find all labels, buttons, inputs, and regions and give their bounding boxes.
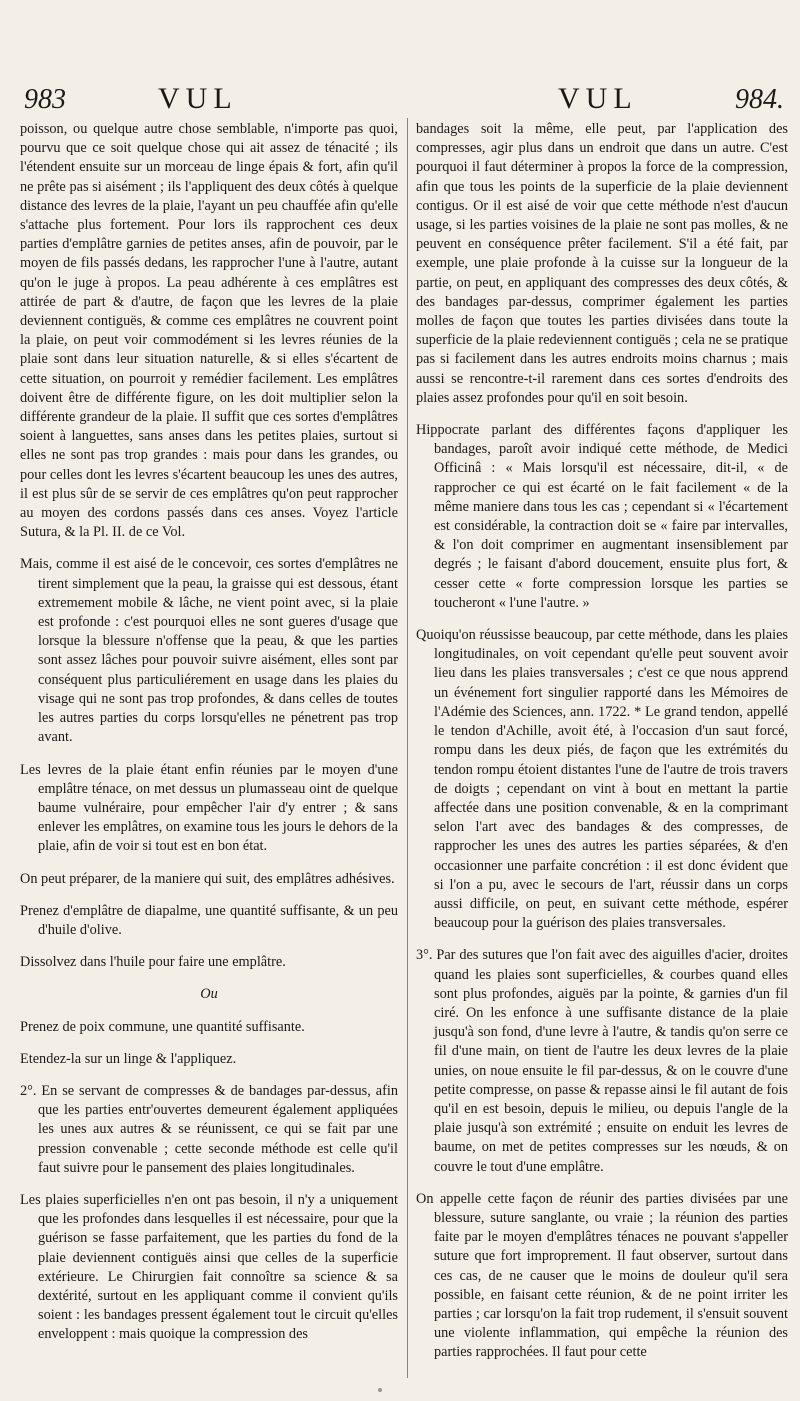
right-running-head: VUL (558, 82, 638, 115)
numbered-paragraph: 2°. En se servant de compresses & de bandages par-dessus, afin que les parties entr'ouvertes demeurent également appliquées les unes aux autres & se réunissent, ce qui se fait par une pression convenable ; cette seconde méthode est celle qu'il faut suivre pour le pansement des plaies longitudinales. (20, 1082, 398, 1176)
left-running-head: VUL (158, 82, 238, 115)
print-mark (378, 1388, 382, 1392)
right-column (416, 120, 788, 1381)
paragraph: Les plaies superficielles n'en ont pas besoin, il n'y a uniquement que les profondes dans lesquelles il est nécessaire, pour que la guérison se fasse parfaitement, que les parties du fond de la plaie deviennent contiguës ainsi que celles de la superficie extérieure. Le Chirurgien fait connoître sa science & sa dextérité, surtout en les appliquant comme il convient qu'ils soient : les bandages pressent également tout le circuit qu'elles enveloppent : mais quoique la compression des (20, 1191, 398, 1343)
recipe-line: Prenez de poix commune, une quantité suffisante. (20, 1018, 305, 1035)
right-page-number: 984. (735, 84, 784, 115)
paragraph: Quoiqu'on réussisse beaucoup, par cette méthode, dans les plaies longitudinales, on voit cependant qu'elle peut souvent avoir lieu dans les plaies transversales ; c'est ce que nous apprend un événement fort singulier rapporté dans les Mémoires de l'Adémie des Sciences, ann. 1722. * Le grand tendon, appellé le tendon d'Achille, avoit été, à l'occasion d'un saut forcé, rompu dans les deux piés, de façon que les extrémités du tendon rompu étoient distantes l'une de l'autre de trois travers de doigts ; cependant on vint à bout en mettant la partie affectée dans une position convenable, & en la comprimant selon l'art avec des bandages & des compresses, de rapprocher les unes des autres les parties séparées, & d'en occasionner une parfaite concrétion : il est donc évident que si l'on a pu, avec le secours de l'art, réussir dans un corps aussi difficile, on peut, en suivant cette méthode, espérer beaucoup pour la guérison des plaies transversales. (416, 627, 788, 932)
paragraph: bandages soit la même, elle peut, par l'application des compresses, agir plus dans un endroit que dans un autre. C'est pourquoi il faut déterminer à propos la force de la compression, afin que tous les points de la superficie de la plaie deviennent contigus. Or il est aisé de voir que cette méthode n'est d'aucun usage, si les parties voisines de la plaie ne sont pas molles, & ne peuvent en conséquence prêter facilement. S'il a été fait, par exemple, une plaie profonde à la cuisse sur la longueur de la partie, on peut, en appliquant des compresses des deux côtés, & des bandages par-dessus, comprimer également les parties molles de façon que toutes les parties divisées dans toute la superficie de la plaie redeviennent contiguës ; cela ne se pratique pas si facilement dans les autres endroits moins charnus ; mais aussi se rencontre-t-il rarement dans ces sortes d'endroits des plaies assez profondes pour qu'il en soit besoin. (416, 121, 788, 406)
left-page-number: 983 (24, 84, 66, 115)
alternative-marker: Ou (200, 986, 218, 1003)
column-divider (407, 118, 408, 1378)
paragraph: On appelle cette façon de réunir des parties divisées par une blessure, suture sanglante, ou vraie ; la réunion des parties faite par le moyen d'emplâtres ténaces ne pouvant s'appeller suture que fort improprement. Il faut observer, surtout dans ces cas, de ne causer que le moins de douleur qu'il sera possible, en faisant cette réunion, & de ne point irriter les parties ; car lorsqu'on la fait trop rudement, il s'ensuit souvent une violente inflammation, qui empêche la réunion des parties rapprochées. Il faut pour cette (416, 1190, 788, 1361)
recipe-line: Prenez d'emplâtre de diapalme, une quantité suffisante, & un peu d'huile d'olive. (20, 902, 398, 938)
paragraph: Les levres de la plaie étant enfin réunies par le moyen d'une emplâtre ténace, on met dessus un plumasseau oint de quelque baume vulnéraire, pour empêcher l'air d'y entrer ; & sans enlever les emplâtres, on examine tous les jours le dehors de la plaie, afin de voir si tout est en bon état. (20, 761, 398, 855)
left-column (20, 120, 398, 1381)
page-header (18, 82, 788, 122)
paragraph: On peut préparer, de la maniere qui suit, des emplâtres adhésives. (20, 870, 395, 887)
paragraph: Hippocrate parlant des différentes façons d'appliquer les bandages, paroît avoir indiqué cette méthode, de Medici Officinâ : « Mais lorsqu'il est nécessaire, dit-il, « de rapprocher ce qui est écarté on le fait facilement « de la même maniere dans tous les cas ; cependant si « l'écartement est considérable, la contraction doit se « faire par intervalles, & l'on doit comprimer en augmentant insensiblement par degrés ; le faisant d'abord doucement, ensuite plus fort, & cesser cette « forte compression lorsque les parties se toucheront « l'une l'autre. » (416, 422, 788, 611)
paragraph: Etendez-la sur un linge & l'appliquez. (20, 1050, 237, 1067)
paragraph: Mais, comme il est aisé de le concevoir, ces sortes d'emplâtres ne tirent simplement que la peau, la graisse qui est dessous, étant extremement mobile & lâche, ne vient point avec, si la plaie est profonde : c'est pourquoi elles ne sont gueres d'usage que lorsque la blessure n'offense que la peau, & que les parties sont assez lâches pour pouvoir suivre aisément, elles sont par conséquent plus particuliérement en usage dans les plaies du visage qui ne sont pas trop profondes, & dans celles de toutes les autres parties du corps lorsqu'elles ne pénetrent pas trop avant. (20, 556, 398, 746)
paragraph: Dissolvez dans l'huile pour faire une emplâtre. (20, 954, 286, 971)
paragraph: poisson, ou quelque autre chose semblable, n'importe pas quoi, pourvu que ce soit quelque chose qui ait assez de ténacité ; ils l'étendent ensuite sur un morceau de linge épais & fort, afin qu'il ne prête pas si aisément ; ils l'appliquent des deux côtés à quelque distance des levres de la plaie, l'ayant un peu chauffée afin qu'elle s'attache plus fortement. Pour lors ils rapprochent ces deux parties d'emplâtre garnies de petites anses, afin de pouvoir, par le moyen de fils passés dedans, les rapprocher l'une à l'autre, autant qu'on le juge à propos. La peau adhérente à ces emplâtres est attirée de part & d'autre, de façon que les levres de la plaie deviennent contiguës, & comme ces emplâtres ne couvrent point la plaie, on peut voir commodément si les levres réunies de la plaie sont dans leur situation naturelle, & si elles s'écartent de cette situation, on pourroit y remédier facilement. Les emplâtres doivent être de différente figure, on les doit multiplier selon la différente grandeur de la plaie. Il suffit que ces sortes d'emplâtres soient à languettes, sans anses dans les petites plaies, surtout si elles ne sont pas trop grandes : mais pour dans les grandes, ou pour celles dont les levres s'écartent beaucoup les unes des autres, il est plus sûr de se servir de ces emplâtres qu'on peut rapprocher au moyen des cordons passés dans ces anses. Voyez l'article Sutura, & la Pl. II. de ce Vol. (20, 121, 398, 541)
numbered-paragraph: 3°. Par des sutures que l'on fait avec des aiguilles d'acier, droites quand les plaies sont superficielles, & courbes quand elles sont plus profondes, aiguës par la pointe, & garnies d'un fil ciré. On les enfonce à une suffisante distance de la plaie jusqu'à son fond, d'une levre à l'autre, & tandis qu'on serre ce fil d'une main, on tient de l'autre les deux levres de la plaie unies, on noue ensuite le fil par-dessus, & on le couvre d'une petite compresse, on passe & repasse ainsi le fil autant de fois qu'il en est besoin, depuis le milieu, ou depuis l'angle de la plaie jusqu'à son extrémité ; ensuite on enduit les levres de baume, on met de petites compresses sur les nœuds, & on couvre le tout d'une emplâtre. (416, 947, 788, 1175)
